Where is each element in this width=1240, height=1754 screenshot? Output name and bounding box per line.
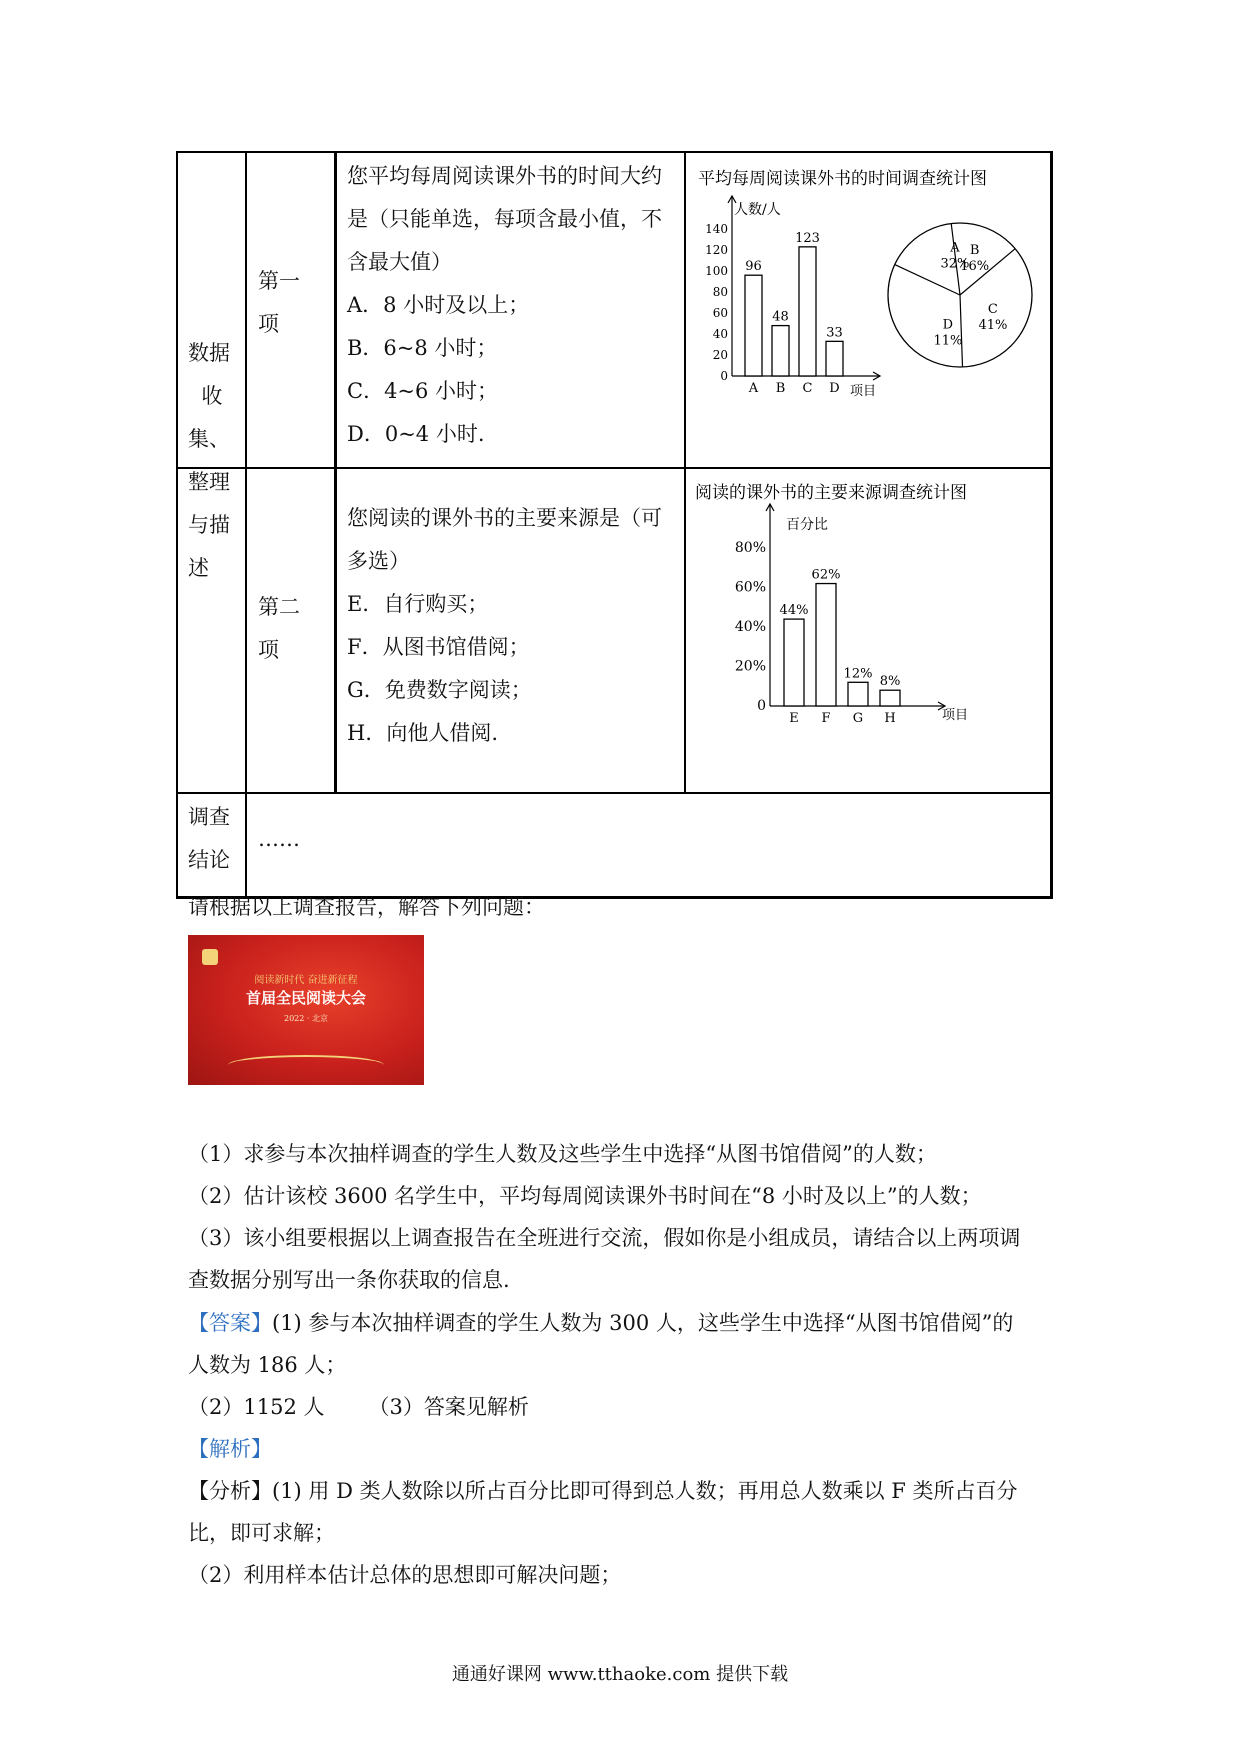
chart-book-source-bar xyxy=(690,474,1045,734)
chart3-bar-H xyxy=(880,690,900,706)
chart1-ytick: 60 xyxy=(712,306,728,320)
reading-conference-banner xyxy=(188,935,424,1085)
banner-line3: 2022 · 北京 xyxy=(284,1014,328,1023)
pie-value-A: 32% xyxy=(940,256,970,272)
table-divider-row2 xyxy=(176,792,1052,794)
chart3-value-label-H: 8% xyxy=(879,674,901,690)
table-border-left xyxy=(176,151,178,899)
question-1: （1）求参与本次抽样调查的学生人数及这些学生中选择“从图书馆借阅”的人数； xyxy=(188,1142,937,1166)
chart3-value-label-G: 12% xyxy=(843,666,873,682)
chart1-ylabel: 人数/人 xyxy=(734,202,781,218)
analysis-line3: （2）利用样本估计总体的思想即可解决问题； xyxy=(188,1563,622,1587)
pie-label-D: D xyxy=(942,317,954,333)
chart3-ytick: 40% xyxy=(734,619,766,635)
table-col-2 xyxy=(334,151,337,793)
chart3-bar-G xyxy=(848,682,868,706)
banner-line1: 阅读新时代 奋进新征程 xyxy=(254,975,358,986)
chart3-xlabel: 项目 xyxy=(942,708,969,723)
prompt-text: 请根据以上调查报告，解答下列问题： xyxy=(188,895,545,919)
chart3-ytick: 0 xyxy=(757,698,766,714)
item2-option-f: F．从图书馆借阅； xyxy=(347,635,530,659)
chart1-xtick-B: B xyxy=(775,381,786,396)
question-2: （2）估计该校 3600 名学生中，平均每周阅读课外书时间在“8 小时及以上”的人数； xyxy=(188,1184,982,1208)
item2-question: 您阅读的课外书的主要来源是（可多选） xyxy=(347,506,662,573)
answer-line1: (1) 参与本次抽样调查的学生人数为 300 人，这些学生中选择“从图书馆借阅”的 xyxy=(272,1311,1014,1335)
chart1-value-label-A: 96 xyxy=(745,259,762,275)
question-3: （3）该小组要根据以上调查报告在全班进行交流，假如你是小组成员，请结合以上两项调 xyxy=(188,1226,1021,1250)
answer-line3a: （2）1152 人 xyxy=(188,1395,325,1419)
pie-value-D: 11% xyxy=(933,333,963,349)
chart3-ytick: 60% xyxy=(734,579,766,596)
item2-label: 第二 项 xyxy=(258,595,300,662)
chart1-ytick: 40 xyxy=(712,327,728,341)
pie-label-A: A xyxy=(950,240,960,256)
chart1-bar-D xyxy=(826,341,843,376)
chart1-bar-C xyxy=(799,247,816,376)
chart1-ytick: 20 xyxy=(712,348,728,362)
pie-label-C: C xyxy=(987,302,998,318)
chart-reading-time-pie xyxy=(885,210,1050,380)
chart3-value-label-E: 44% xyxy=(779,603,809,619)
chart1-ytick: 140 xyxy=(705,222,728,236)
pie-value-C: 41% xyxy=(978,318,1008,334)
chart1-bar-B xyxy=(772,326,789,376)
analysis-line1: 【分析】(1) 用 D 类人数除以所占百分比即可得到总人数；再用总人数乘以 F 类所占百分 xyxy=(188,1479,1018,1503)
pie-value-B: 16% xyxy=(960,259,990,275)
banner-line2: 首届全民阅读大会 xyxy=(245,989,366,1007)
table-col-3 xyxy=(684,151,686,793)
chart3-bar-E xyxy=(784,619,804,706)
question-3-cont: 查数据分别写出一条你获取的信息. xyxy=(188,1268,510,1292)
chart3-title: 阅读的课外书的主要来源调查统计图 xyxy=(695,483,967,503)
answer-tag: 【答案】 xyxy=(188,1311,272,1335)
book-icon xyxy=(228,1055,384,1075)
conclusion-value: …… xyxy=(258,827,300,851)
item2-option-g: G．免费数字阅读； xyxy=(347,678,532,702)
item1-option-b: B．6~8 小时； xyxy=(347,336,498,360)
chart1-value-label-D: 33 xyxy=(826,325,843,341)
chart3-value-label-F: 62% xyxy=(811,567,841,583)
banner-logo-icon xyxy=(202,949,218,965)
chart1-value-label-C: 123 xyxy=(795,230,820,246)
chart1-ytick: 100 xyxy=(705,264,728,278)
chart1-value-label-B: 48 xyxy=(772,309,789,325)
chart1-xtick-A: A xyxy=(748,381,759,396)
chart3-ytick: 20% xyxy=(734,658,766,675)
item1-option-c: C．4~6 小时； xyxy=(347,379,499,403)
chart3-bar-F xyxy=(816,584,836,706)
answer-line3b: （3）答案见解析 xyxy=(368,1395,529,1419)
conclusion-label: 调查 结论 xyxy=(188,805,230,872)
chart1-ytick: 120 xyxy=(705,243,728,257)
item1-option-a: A．8 小时及以上； xyxy=(347,293,530,317)
chart3-xtick-F: F xyxy=(821,711,831,726)
table-border-right xyxy=(1050,151,1053,899)
item1-label: 第一 项 xyxy=(258,269,300,336)
table-divider-row1 xyxy=(176,467,1052,469)
chart1-xtick-C: C xyxy=(802,381,813,396)
question-list xyxy=(188,1133,1020,1301)
pie-label-B: B xyxy=(969,243,980,259)
item1-option-d: D．0~4 小时. xyxy=(347,422,485,446)
chart3-ylabel: 百分比 xyxy=(786,517,828,533)
chart3-ytick: 80% xyxy=(734,540,766,556)
chart3-xtick-E: E xyxy=(789,711,799,726)
chart1-bar-A xyxy=(745,275,762,376)
row-header-data-collection: 数据 收 集、 整理 与描 述 xyxy=(188,341,230,580)
chart3-xtick-H: H xyxy=(884,711,896,726)
chart1-title: 平均每周阅读课外书的时间调查统计图 xyxy=(698,169,987,189)
chart1-ytick: 0 xyxy=(720,369,728,383)
analysis-tag: 【解析】 xyxy=(188,1437,272,1461)
chart1-xlabel: 项目 xyxy=(850,384,877,399)
answer-line2: 人数为 186 人； xyxy=(188,1353,347,1377)
item2-option-e: E．自行购买； xyxy=(347,592,489,616)
item1-options xyxy=(347,284,677,456)
footer-text: 通通好课网 www.tthaoke.com 提供下载 xyxy=(451,1664,789,1685)
item2-option-h: H．向他人借阅. xyxy=(347,721,498,745)
chart1-xtick-D: D xyxy=(829,381,840,396)
item1-question: 您平均每周阅读课外书的时间大约是（只能单选，每项含最小值，不含最大值） xyxy=(347,164,662,274)
item2-options xyxy=(347,583,677,755)
chart1-ytick: 80 xyxy=(712,285,728,299)
analysis-line2: 比，即可求解； xyxy=(188,1521,335,1545)
answer-block xyxy=(188,1302,1018,1596)
chart3-xtick-G: G xyxy=(852,711,864,726)
table-border-top xyxy=(176,151,1052,153)
